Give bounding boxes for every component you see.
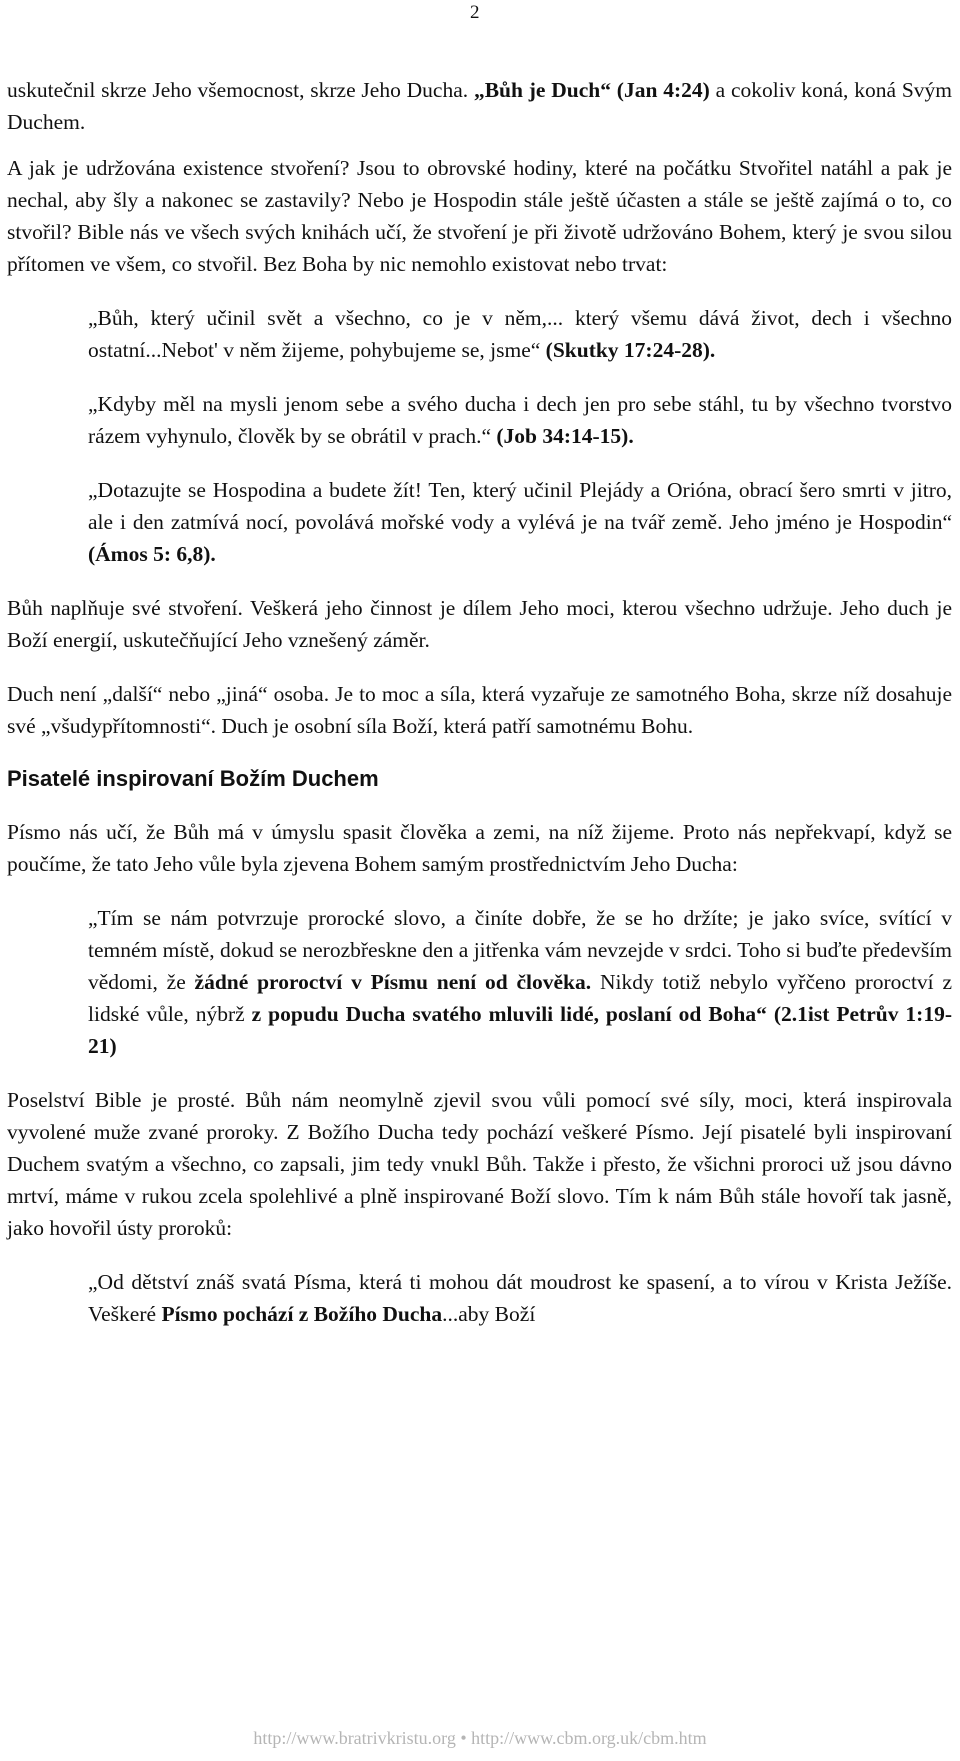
quote-job-citation: (Job 34:14-15). (496, 424, 634, 448)
quote-amos-citation: (Ámos 5: 6,8). (88, 542, 216, 566)
paragraph-4: Duch není „další“ nebo „jiná“ osoba. Je to moc a síla, která vyzařuje ze samotného Boha, skrze níž dosahuje své „všudypřítomnosti“. Duch je osobní síla Boží, která patří samotnému Bohu. (7, 682, 952, 738)
paragraph-5: Písmo nás učí, že Bůh má v úmyslu spasit člověka a zemi, na níž žijeme. Proto nás nepřekvapí, když se poučíme, že tato Jeho vůle byla zjevena Bohem samým prostřednictvím Jeho Ducha: (7, 820, 952, 876)
page-number: 2 (470, 2, 480, 23)
quote-skutky (88, 302, 952, 366)
quote-petr-text: „Tím se nám potvrzuje prorocké slovo, a činíte dobře, že se ho držíte; je jako svíce, svítící v temném místě, dokud se nerozbřeskne den a jitřenka vám nevzejde v srdci. Toho si buďte především vědomi, že (88, 906, 952, 994)
quote-petr-text-2: Nikdy totiž nebylo vyřčeno proroctví z lidské vůle, nýbrž (88, 970, 952, 1026)
section-heading: Pisatelé inspirovaní Božím Duchem (7, 766, 379, 791)
document-body (7, 74, 952, 1330)
quote-skutky-text: „Bůh, který učinil svět a všechno, co je v něm,... který všemu dává život, dech i všechno ostatní...Nebot' v něm žijeme, pohybujeme se, jsme“ (88, 306, 952, 362)
quote-amos-text: „Dotazujte se Hospodina a budete žít! Ten, který učinil Plejády a Orióna, obrací šero smrti v jitro, ale i den zatmívá nocí, povolává mořské vody a vylévá je na tvář země. Jeho jméno je Hospodin“ (88, 478, 952, 534)
quote-timotej (88, 1266, 952, 1330)
paragraph-1 (7, 74, 952, 138)
paragraph-1-text: uskutečnil skrze Jeho všemocnost, skrze Jeho Ducha. (7, 78, 474, 102)
quote-petr (88, 902, 952, 1062)
quote-timotej-emphasis: Písmo pochází z Božího Ducha (161, 1302, 443, 1326)
paragraph-1-citation: „Bůh je Duch“ (Jan 4:24) (473, 78, 710, 102)
paragraph-3: Bůh naplňuje své stvoření. Veškerá jeho činnost je dílem Jeho moci, kterou všechno udržuje. Jeho duch je Boží energií, uskutečňující Jeho vznešený záměr. (7, 596, 952, 652)
paragraph-1-text-end: a cokoliv koná, koná Svým Duchem. (7, 78, 952, 134)
quote-timotej-text-2: ...aby Boží (442, 1302, 536, 1326)
quote-petr-citation: z popudu Ducha svatého mluvili lidé, poslaní od Boha“ (2.1ist Petrův 1:19-21) (88, 1002, 952, 1058)
paragraph-2: A jak je udržována existence stvoření? Jsou to obrovské hodiny, které na počátku Stvořitel natáhl a pak je nechal, aby šly a nakonec se zastavily? Nebo je Hospodin stále ještě účasten a stále se ještě zajímá o to, co stvořil? Bible nás ve všech svých knihách učí, že stvoření je při životě udržováno Bohem, který je svou silou přítomen ve všem, co stvořil. Bez Boha by nic nemohlo existovat nebo trvat: (7, 156, 952, 276)
footer-links: http://www.bratrivkristu.org • http://www.cbm.org.uk/cbm.htm (253, 1728, 707, 1748)
quote-skutky-citation: (Skutky 17:24-28). (545, 338, 716, 362)
quote-job-text: „Kdyby měl na mysli jenom sebe a svého ducha i dech jen pro sebe stáhl, tu by všechno tvorstvo rázem vyhynulo, člověk by se obrátil v prach.“ (88, 392, 952, 448)
quote-amos (88, 474, 952, 570)
quote-job (88, 388, 952, 452)
paragraph-6: Poselství Bible je prosté. Bůh nám neomylně zjevil svou vůli pomocí své síly, moci, která inspirovala vyvolené muže zvané proroky. Z Božího Ducha tedy pochází veškeré Písmo. Její pisatelé byli inspirovaní Duchem svatým a všechno, co zapsali, jim tedy vnukl Bůh. Takže i přesto, že všichni proroci už jsou dávno mrtví, máme v rukou zcela spolehlivé a plně inspirované Boží slovo. Tím k nám Bůh stále hovoří tak jasně, jako hovořil ústy proroků: (7, 1088, 952, 1240)
quote-petr-emphasis: žádné proroctví v Písmu není od člověka. (194, 970, 592, 994)
quote-timotej-text: „Od dětství znáš svatá Písma, která ti mohou dát moudrost ke spasení, a to vírou v Krista Ježíše. Veškeré (88, 1270, 952, 1326)
